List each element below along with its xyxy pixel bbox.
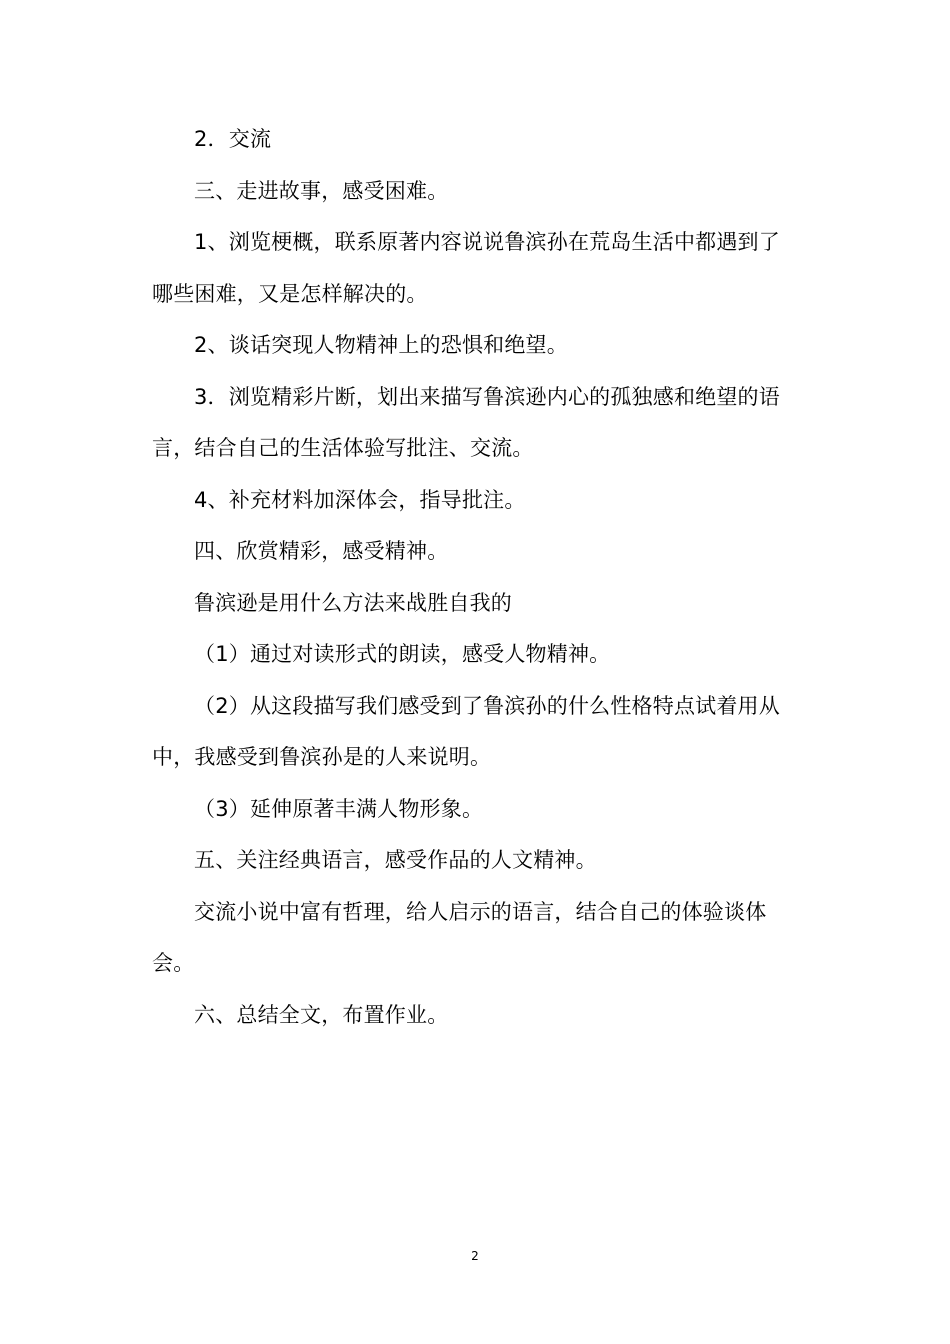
paragraph: 1、浏览梗概，联系原著内容说说鲁滨孙在荒岛生活中都遇到了哪些困难，又是怎样解决的。 xyxy=(152,230,780,306)
paragraph: 4、补充材料加深体会，指导批注。 xyxy=(194,487,526,512)
section-heading: 六、总结全文，布置作业。 xyxy=(194,1002,449,1027)
section-heading: 四、欣赏精彩，感受精神。 xyxy=(194,539,449,563)
section-heading: 五、关注经典语言，感受作品的人文精神。 xyxy=(194,848,597,872)
paragraph: 2、谈话突现人物精神上的恐惧和绝望。 xyxy=(194,333,568,357)
paragraph: 交流小说中富有哲理，给人启示的语言，结合自己的体验谈体会。 xyxy=(152,899,767,975)
paragraph: （2）从这段描写我们感受到了鲁滨孙的什么性格特点试着用从中，我感受到鲁滨孙是的人来说明。 xyxy=(152,693,780,769)
paragraph: （1）通过对读形式的朗读，感受人物精神。 xyxy=(194,642,611,666)
paragraph: 3．浏览精彩片断，划出来描写鲁滨逊内心的孤独感和绝望的语言，结合自己的生活体验写批注、交流。 xyxy=(152,384,780,460)
document-body xyxy=(152,114,800,1041)
paragraph: 鲁滨逊是用什么方法来战胜自我的 xyxy=(194,590,512,615)
paragraph: 2．交流 xyxy=(194,127,272,151)
section-heading: 三、走进故事，感受困难。 xyxy=(194,178,449,203)
paragraph: （3）延伸原著丰满人物形象。 xyxy=(194,796,484,821)
page-number: 2 xyxy=(471,1249,479,1263)
